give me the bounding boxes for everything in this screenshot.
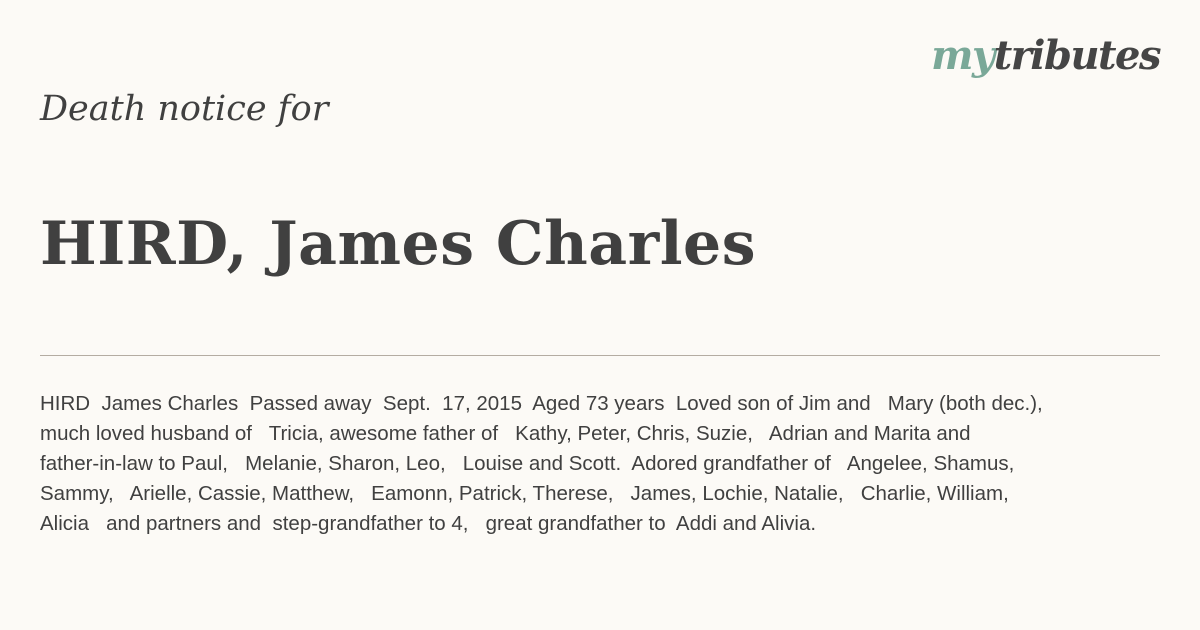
- divider: [40, 355, 1160, 356]
- notice-line: Alicia and partners and step-grandfather to 4, great grandfather to Addi and Alivia.: [40, 512, 817, 535]
- logo-my: my: [931, 32, 994, 79]
- notice-line: father-in-law to Paul, Melanie, Sharon, Leo, Louise and Scott. Adored grandfather of Angelee, Shamus,: [40, 452, 1015, 475]
- notice-line: much loved husband of Tricia, awesome father of Kathy, Peter, Chris, Suzie, Adrian and Marita and: [40, 422, 971, 445]
- mytributes-logo[interactable]: [931, 32, 1160, 79]
- notice-line: HIRD James Charles Passed away Sept. 17, 2015 Aged 73 years Loved son of Jim and Mary (both dec.),: [40, 392, 1043, 415]
- deceased-name: HIRD, James Charles: [40, 209, 756, 279]
- death-notice-kicker: Death notice for: [40, 89, 329, 129]
- logo-tributes: tributes: [993, 32, 1160, 79]
- notice-line: Sammy, Arielle, Cassie, Matthew, Eamonn, Patrick, Therese, James, Lochie, Natalie, Charlie, William,: [40, 482, 1009, 505]
- notice-text: [40, 389, 1160, 539]
